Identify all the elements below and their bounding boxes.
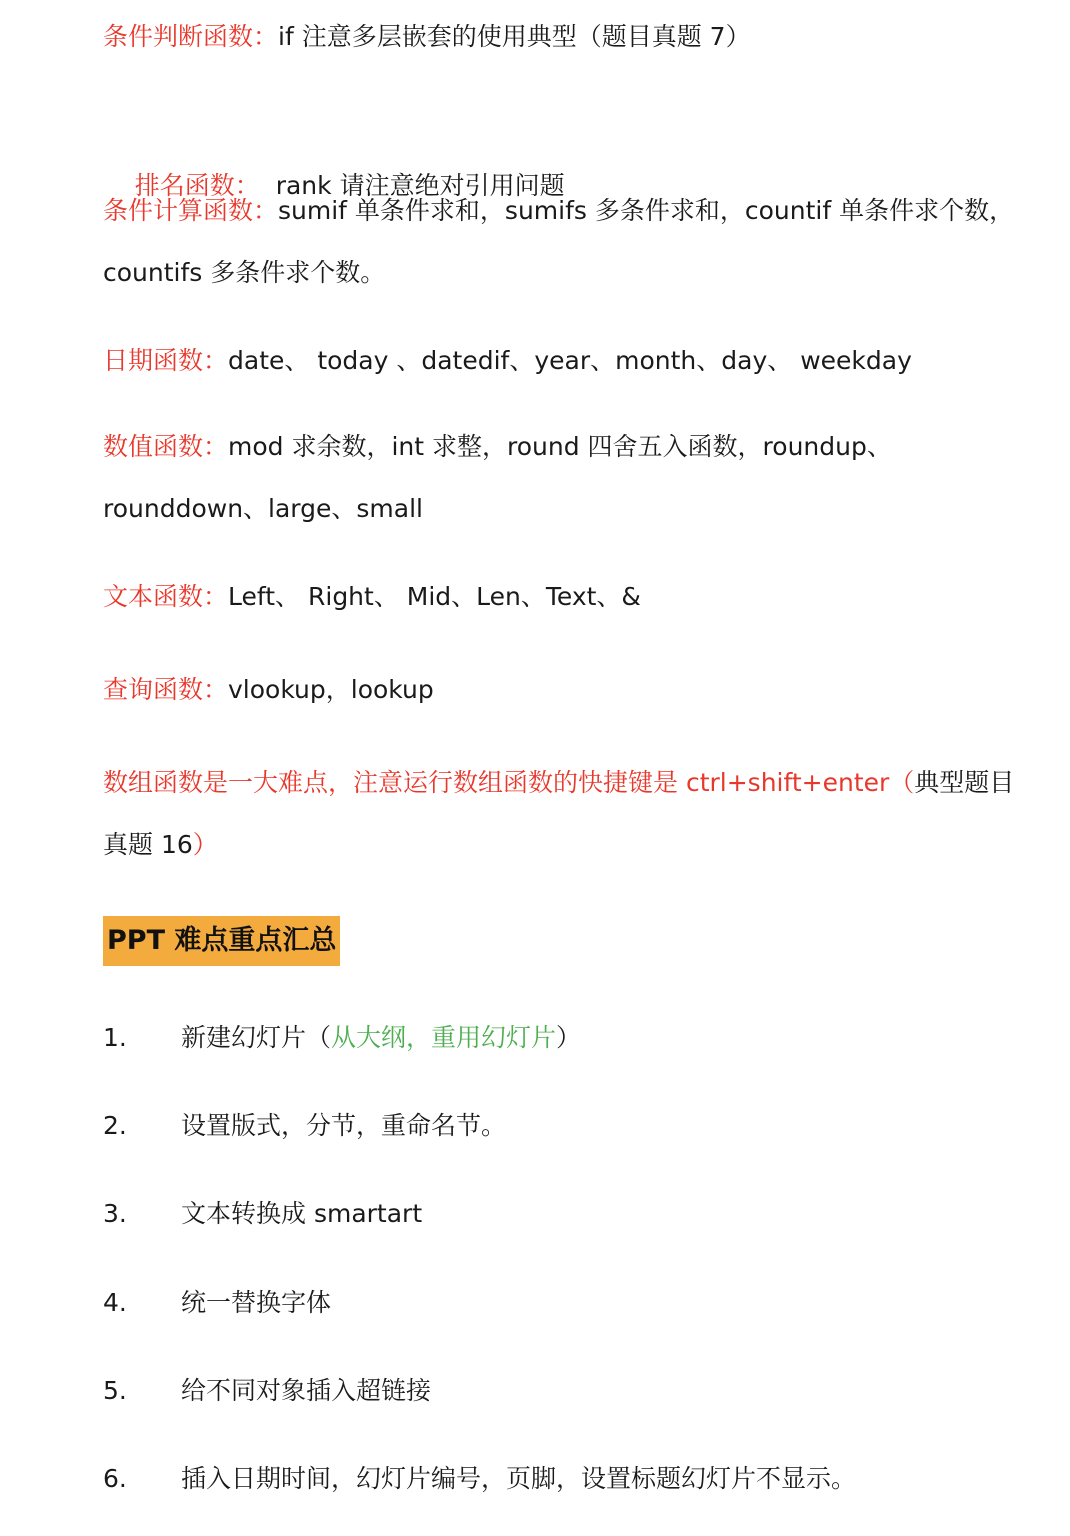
paragraph-suffix: ）	[192, 830, 218, 859]
list-text: 文本转换成 smartart	[181, 1199, 423, 1228]
list-suffix: ）	[556, 1023, 582, 1052]
list-text: 设置版式，分节，重命名节。	[181, 1111, 507, 1140]
paragraph-text: Left、 Right、 Mid、Len、Text、&	[228, 582, 641, 611]
section-heading: PPT 难点重点汇总	[103, 916, 340, 966]
list-number: 1.	[103, 1023, 127, 1052]
list-number: 3.	[103, 1199, 127, 1228]
list-text: 新建幻灯片（	[181, 1023, 332, 1052]
list-item	[103, 1018, 581, 1058]
list-item	[103, 1283, 331, 1323]
list-highlight: 从大纲，重用幻灯片	[331, 1023, 557, 1052]
paragraph-label: 条件计算函数：	[103, 196, 279, 225]
paragraph-array-functions	[103, 752, 1030, 876]
list-number: 6.	[103, 1464, 127, 1493]
paragraph-label: 数值函数：	[103, 432, 229, 461]
list-text: 插入日期时间，幻灯片编号，页脚，设置标题幻灯片不显示。	[181, 1464, 857, 1493]
paragraph-text: mod 求余数，int 求整，round 四舍五入函数，roundup、rounddown、large、small	[103, 432, 892, 523]
list-number: 2.	[103, 1111, 127, 1140]
paragraph-label: 排名函数：	[134, 171, 260, 200]
paragraph-text: rank 请注意绝对引用问题	[259, 171, 565, 200]
paragraph-text: 典型题目真题 16	[103, 768, 1015, 859]
paragraph-text: sumif 单条件求和，sumifs 多条件求和，countif 单条件求个数，countifs 多条件求个数。	[103, 196, 1015, 287]
paragraph-lookup-functions	[103, 659, 1030, 721]
paragraph-text: if 注意多层嵌套的使用典型（题目真题 7）	[278, 22, 751, 51]
paragraph-label: 日期函数：	[103, 346, 229, 375]
list-number: 5.	[103, 1376, 127, 1405]
paragraph-label: 查询函数：	[103, 675, 229, 704]
paragraph-text: vlookup，lookup	[228, 675, 434, 704]
list-item	[103, 1106, 506, 1146]
list-text: 给不同对象插入超链接	[181, 1376, 432, 1405]
paragraph-conditional-functions	[103, 6, 1030, 68]
paragraph-label: 文本函数：	[103, 582, 229, 611]
list-item	[103, 1371, 431, 1411]
list-text: 统一替换字体	[181, 1288, 332, 1317]
paragraph-label: 数组函数是一大难点，注意运行数组函数的快捷键是 ctrl+shift+enter（	[103, 768, 915, 797]
list-item	[103, 1459, 856, 1499]
list-item	[103, 1194, 422, 1234]
paragraph-text-functions	[103, 566, 1030, 628]
paragraph-text: date、 today 、datedif、year、month、day、 weekday	[228, 346, 912, 375]
paragraph-conditional-calc-functions	[103, 180, 1030, 304]
paragraph-date-functions	[103, 330, 1030, 392]
paragraph-label: 条件判断函数：	[103, 22, 279, 51]
paragraph-numeric-functions	[103, 416, 1030, 540]
list-number: 4.	[103, 1288, 127, 1317]
